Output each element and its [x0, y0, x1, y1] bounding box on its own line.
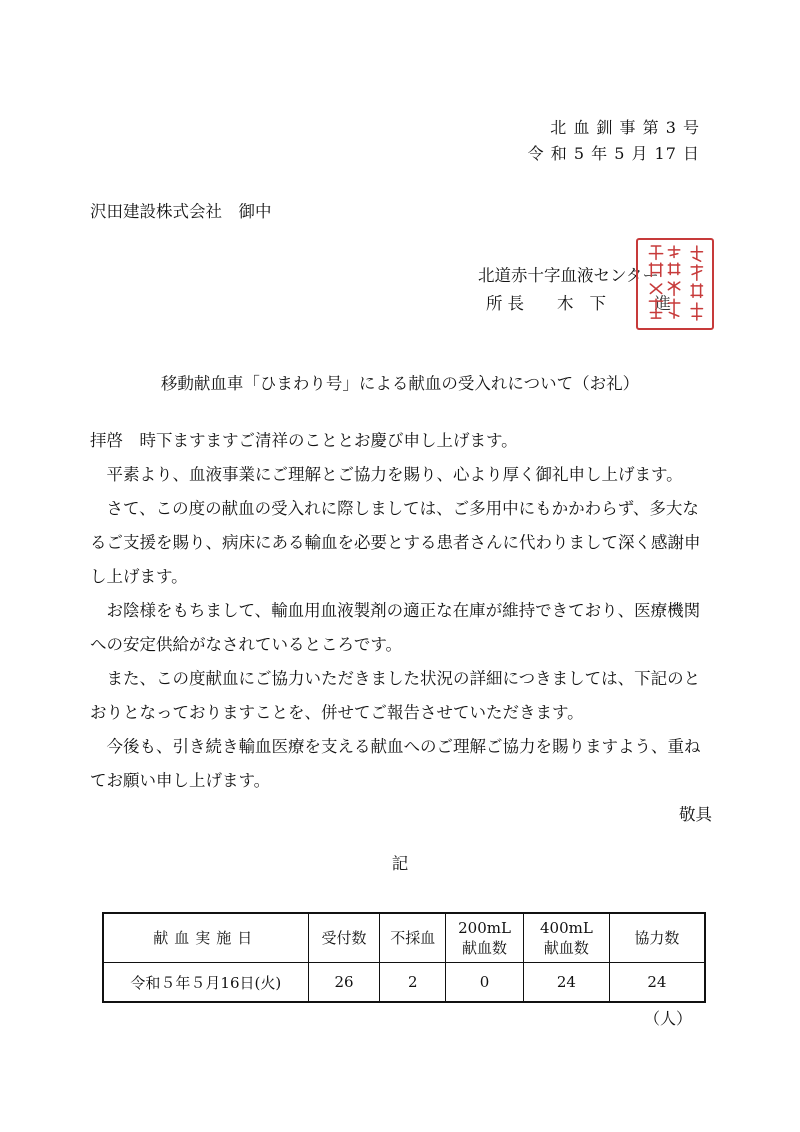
body-paragraph: 今後も、引き続き輸血医療を支える献血へのご理解ご協力を賜りますよう、重ねてお願い申し上げます。: [90, 737, 701, 790]
header-200ml-volume: 200mL: [458, 919, 511, 937]
cell-400ml-count: 24: [523, 963, 609, 1003]
header-200ml-label: 献血数: [462, 939, 508, 957]
body-paragraph: また、この度献血にご協力いただきました状況の詳細につきましては、下記のとおりとなっておりますことを、併せてご報告させていただきます。: [90, 669, 701, 722]
official-seal-stamp: [636, 238, 714, 330]
body-paragraph: お陰様をもちまして、輸血用血液製剤の適正な在庫が維持できており、医療機関への安定供給がなされているところです。: [90, 601, 701, 654]
donation-results-table: [102, 912, 706, 1003]
addressee: 沢田建設株式会社 御中: [90, 202, 272, 221]
header-200ml-count: [446, 913, 524, 963]
cell-cooperation-count: 24: [609, 963, 705, 1003]
header-donation-date: 献血実施日: [103, 913, 308, 963]
document-header: [528, 115, 700, 167]
body-paragraph: 平素より、血液事業にご理解とご協力を賜り、心より厚く御礼申し上げます。: [106, 465, 683, 484]
header-not-collected: 不採血: [380, 913, 446, 963]
cell-not-collected: 2: [380, 963, 446, 1003]
ki-heading: 記: [391, 854, 409, 873]
cell-donation-date: 令和５年５月16日(火): [103, 963, 308, 1003]
letter-body: [90, 424, 712, 832]
sender-name: 木下 進: [557, 294, 687, 313]
document-date: 令 和 5 年 5 月 17 日: [527, 144, 700, 163]
greeting: 拝啓 時下ますますご清祥のこととお慶び申し上げます。: [90, 431, 518, 450]
sender-organization: 北道赤十字血液センター: [478, 266, 659, 285]
seal-glyphs: [638, 240, 712, 328]
header-400ml-volume: 400mL: [539, 919, 593, 937]
body-paragraph: さて、この度の献血の受入れに際しましては、ご多用中にもかかわらず、多大なるご支援を賜り、病床にある輸血を必要とする患者さんに代わりまして深く感謝申し上げます。: [90, 499, 701, 586]
sender-role: 所長: [486, 294, 529, 313]
document-number: 北 血 釧 事 第 3 号: [550, 118, 700, 137]
header-400ml-label: 献血数: [543, 939, 589, 957]
header-400ml-count: [523, 913, 609, 963]
unit-label: （人）: [643, 1009, 692, 1028]
header-cooperation-count: 協力数: [609, 913, 705, 963]
header-received-count: 受付数: [308, 913, 380, 963]
cell-received-count: 26: [308, 963, 380, 1003]
letter-title: 移動献血車「ひまわり号」による献血の受入れについて（お礼）: [160, 374, 640, 393]
closing-remark: 敬具: [679, 805, 712, 824]
table-row: [103, 963, 705, 1003]
table-header-row: [103, 913, 705, 963]
cell-200ml-count: 0: [446, 963, 524, 1003]
